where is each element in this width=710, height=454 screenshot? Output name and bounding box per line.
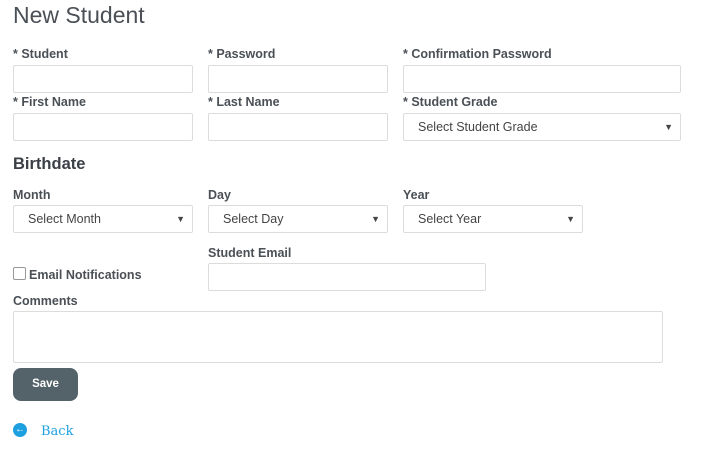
year-select[interactable] xyxy=(403,205,583,233)
student-email-input[interactable] xyxy=(208,263,486,291)
day-label: Day xyxy=(208,188,231,202)
month-label: Month xyxy=(13,188,51,202)
last-name-label: * Last Name xyxy=(208,95,280,109)
student-input[interactable] xyxy=(13,65,193,93)
page-title: New Student xyxy=(13,2,145,28)
first-name-input[interactable] xyxy=(13,113,193,141)
student-label: * Student xyxy=(13,47,68,61)
email-notifications-checkbox[interactable] xyxy=(13,267,26,280)
chevron-down-icon: ▼ xyxy=(664,122,673,132)
password-label: * Password xyxy=(208,47,276,61)
chevron-down-icon: ▼ xyxy=(176,214,185,224)
student-email-label: Student Email xyxy=(208,246,292,260)
month-select[interactable] xyxy=(13,205,193,233)
comments-label: Comments xyxy=(13,294,78,308)
confirm-password-input[interactable] xyxy=(403,65,681,93)
student-grade-select[interactable] xyxy=(403,113,681,141)
back-link[interactable]: Back xyxy=(41,424,74,439)
confirm-password-label: * Confirmation Password xyxy=(403,47,552,61)
month-value: Select Month xyxy=(28,212,101,226)
arrow-left-circle-icon[interactable]: ← xyxy=(15,424,25,435)
password-input[interactable] xyxy=(208,65,388,93)
email-notifications-label: Email Notifications xyxy=(29,268,142,282)
chevron-down-icon: ▼ xyxy=(371,214,380,224)
birthdate-heading: Birthdate xyxy=(13,155,86,173)
year-label: Year xyxy=(403,188,430,202)
day-value: Select Day xyxy=(223,212,284,226)
year-value: Select Year xyxy=(418,212,482,226)
last-name-input[interactable] xyxy=(208,113,388,141)
save-button[interactable]: Save xyxy=(13,368,78,401)
first-name-label: * First Name xyxy=(13,95,86,109)
student-grade-label: * Student Grade xyxy=(403,95,498,109)
comments-textarea[interactable] xyxy=(13,311,663,363)
chevron-down-icon: ▼ xyxy=(566,214,575,224)
student-grade-value: Select Student Grade xyxy=(418,120,538,134)
day-select[interactable] xyxy=(208,205,388,233)
